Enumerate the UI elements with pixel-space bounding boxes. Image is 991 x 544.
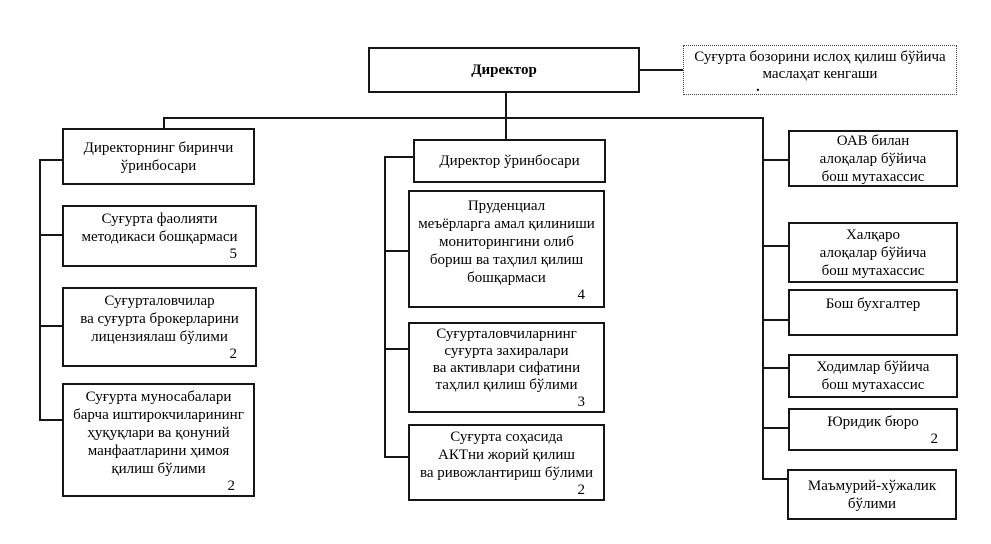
node-label-line: ва активлари сифатини (432, 360, 581, 376)
node-chief-accountant (788, 289, 958, 336)
node-deputy-director (413, 139, 606, 183)
node-label-line: лицензиялаш бўлими (91, 329, 228, 345)
node-label-line: Юридик бюро (827, 414, 919, 430)
node-label-line: бош мутахассис (821, 262, 925, 279)
node-director-label: Директор (471, 62, 537, 78)
node-hr-specialist (788, 354, 958, 398)
node-label-line: бориш ва таҳлил қилиш (429, 252, 584, 268)
node-label-line: қилиш бўлими (111, 461, 206, 477)
connector-director-advisory (640, 69, 683, 71)
node-label-line: Пруденциал (467, 198, 546, 214)
connector-middle-stub-header (384, 156, 414, 158)
connector-right-stub-4 (762, 367, 789, 369)
connector-director-down (505, 93, 507, 139)
staff-count: 2 (229, 346, 237, 362)
node-legal-bureau (788, 408, 958, 451)
node-label-line: бош мутахассис (821, 168, 925, 185)
staff-count: 5 (229, 246, 237, 262)
node-label-line: ўринбосари (120, 157, 197, 174)
node-ict-development-dept (408, 424, 605, 501)
node-reserves-assets-analysis-dept (408, 322, 605, 413)
node-label-line: Суғурта фаолияти (101, 211, 218, 227)
node-prudential-monitoring-dept (408, 190, 605, 308)
connector-middle-spine (384, 156, 386, 458)
node-label-line: алоқалар бўйича (819, 150, 927, 167)
node-licensing-dept (62, 287, 257, 367)
connector-left-spine (39, 159, 41, 421)
node-label-line: Директор ўринбосари (439, 153, 580, 169)
node-label-line: Суғурталовчилар (104, 293, 215, 309)
node-label-line: бош мутахассис (821, 377, 925, 393)
connector-main-horizontal (163, 117, 764, 119)
staff-count: 3 (577, 394, 585, 410)
connector-right-stub-1 (762, 159, 789, 161)
node-advisory-line: маслаҳат кенгаши (762, 65, 878, 82)
connector-middle-stub-3 (384, 456, 409, 458)
staff-count: 2 (577, 482, 585, 498)
node-label-line: бошқармаси (467, 270, 546, 286)
connector-right-stub-6 (762, 478, 788, 480)
node-international-relations-specialist (788, 222, 958, 283)
node-label-line: барча иштирокчиларининг (73, 407, 244, 423)
connector-middle-stub-2 (384, 348, 409, 350)
node-label-line: АКТни жорий қилиш (438, 447, 575, 463)
node-label-line: Суғурта муносабалари (85, 389, 232, 405)
node-advisory-line: Суғурта бозорини ислоҳ қилиш бўйича (694, 48, 946, 65)
connector-left-stub-1 (39, 234, 63, 236)
node-label-line: ва ривожлантириш бўлими (419, 465, 594, 481)
staff-count: 2 (227, 478, 235, 494)
node-label-line: Директорнинг биринчи (83, 139, 234, 156)
node-insurance-methodology-dept (62, 205, 257, 267)
node-label-line: ва суғурта брокерларини (80, 311, 239, 327)
connector-left-header-drop (163, 117, 165, 128)
node-label-line: меъёрларга амал қилиниши (418, 216, 595, 232)
staff-count: 2 (930, 431, 938, 447)
node-label-line: Ходимлар бўйича (816, 359, 930, 375)
node-label-line: методикаси бошқармаси (81, 229, 238, 245)
node-label-line: мониторингини олиб (439, 234, 574, 250)
node-label-line: ҳуқуқлари ва қонуний (87, 425, 230, 441)
connector-right-stub-2 (762, 245, 789, 247)
staff-count: 4 (577, 287, 585, 303)
node-media-relations-specialist (788, 130, 958, 187)
node-label-line: суғурта захиралари (444, 343, 569, 359)
node-label-line: Бош бухгалтер (825, 296, 921, 312)
node-director (368, 47, 640, 93)
node-advisory-dot: . (756, 78, 760, 95)
node-label-line: ОАВ билан (836, 132, 910, 149)
connector-right-stub-3 (762, 319, 789, 321)
node-label-line: Маъмурий-хўжалик (807, 477, 937, 494)
node-administrative-dept (787, 469, 957, 520)
node-label-line: Суғурта соҳасида (450, 429, 563, 445)
connector-left-stub-3 (39, 419, 63, 421)
connector-left-stub-2 (39, 325, 63, 327)
node-advisory-council (683, 45, 957, 95)
node-label-line: Халқаро (845, 226, 901, 243)
node-label-line: бўлими (847, 495, 897, 512)
connector-right-spine (762, 117, 764, 480)
node-label-line: манфаатларини ҳимоя (87, 443, 230, 459)
node-first-deputy-director (62, 128, 255, 185)
node-label-line: алоқалар бўйича (819, 244, 927, 261)
connector-middle-stub-1 (384, 250, 409, 252)
node-label-line: Суғурталовчиларнинг (436, 326, 577, 342)
connector-left-stub-header (39, 159, 63, 161)
connector-right-stub-5 (762, 427, 789, 429)
node-rights-protection-dept (62, 383, 255, 497)
node-label-line: таҳлил қилиш бўлими (435, 377, 578, 393)
